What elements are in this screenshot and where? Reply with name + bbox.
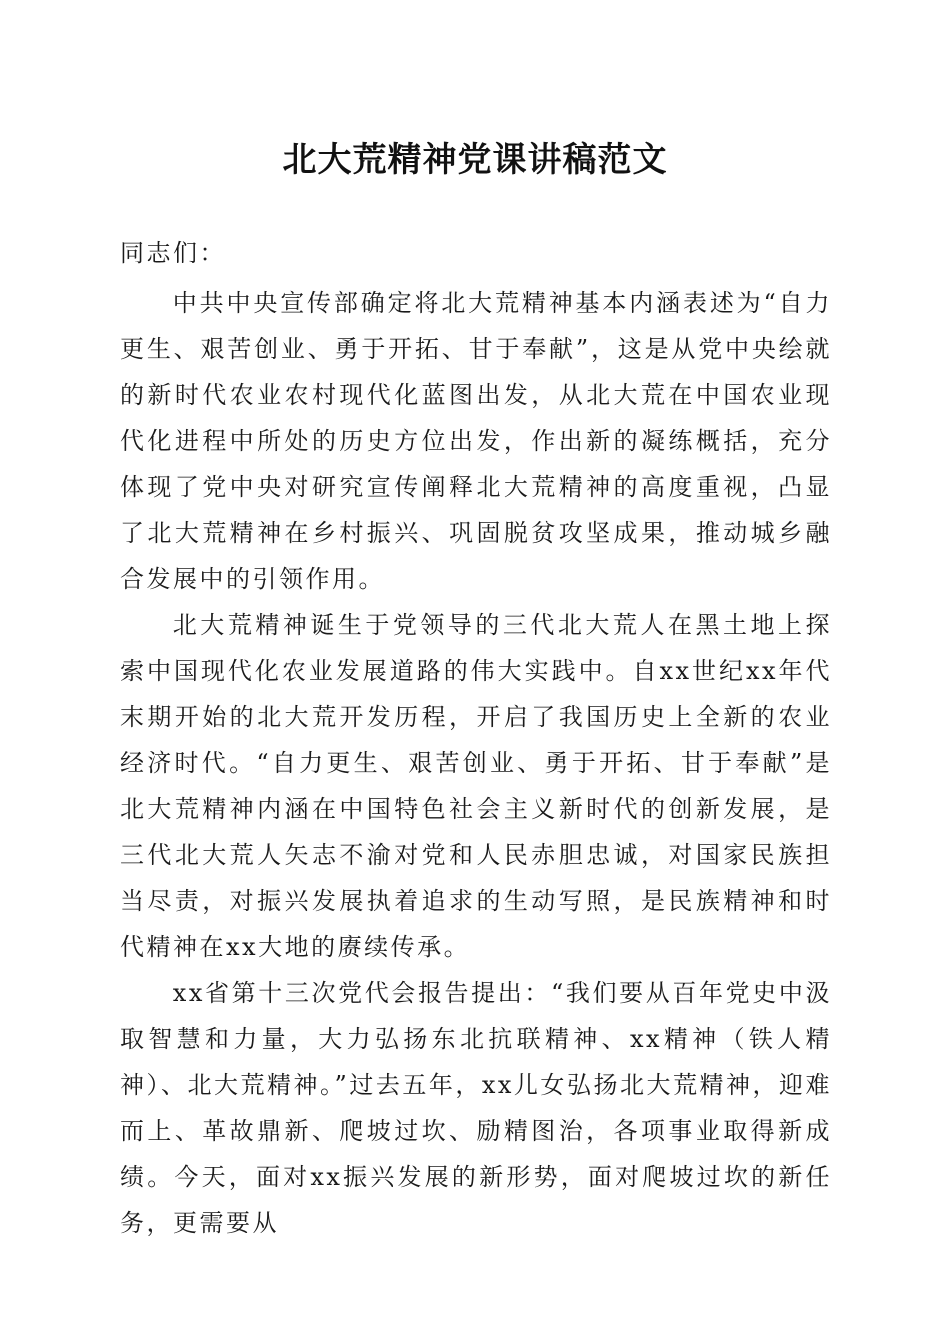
paragraph-3: xx省第十三次党代会报告提出：“我们要从百年党史中汲取智慧和力量，大力弘扬东北抗联精神、xx精神（铁人精神）、北大荒精神。”过去五年，xx儿女弘扬北大荒精神，迎难而上、革故鼎新、爬坡过坎、励精图治，各项事业取得新成绩。今天，面对xx振兴发展的新形势，面对爬坡过坎的新任务，更需要从 (120, 979, 832, 1237)
document-title: 北大荒精神党课讲稿范文 (282, 140, 668, 180)
document-body (120, 230, 832, 1246)
salutation: 同志们： (120, 239, 226, 267)
paragraph-1: 中共中央宣传部确定将北大荒精神基本内涵表述为“自力更生、艰苦创业、勇于开拓、甘于奉献”，这是从党中央绘就的新时代农业农村现代化蓝图出发，从北大荒在中国农业现代化进程中所处的历史方位出发，作出新的凝练概括，充分体现了党中央对研究宣传阐释北大荒精神的高度重视，凸显了北大荒精神在乡村振兴、巩固脱贫攻坚成果，推动城乡融合发展中的引领作用。 (120, 289, 832, 593)
paragraph-2: 北大荒精神诞生于党领导的三代北大荒人在黑土地上探索中国现代化农业发展道路的伟大实践中。自xx世纪xx年代末期开始的北大荒开发历程，开启了我国历史上全新的农业经济时代。“自力更生、艰苦创业、勇于开拓、甘于奉献”是北大荒精神内涵在中国特色社会主义新时代的创新发展，是三代北大荒人矢志不渝对党和人民赤胆忠诚，对国家民族担当尽责，对振兴发展执着追求的生动写照，是民族精神和时代精神在xx大地的赓续传承。 (120, 611, 832, 961)
